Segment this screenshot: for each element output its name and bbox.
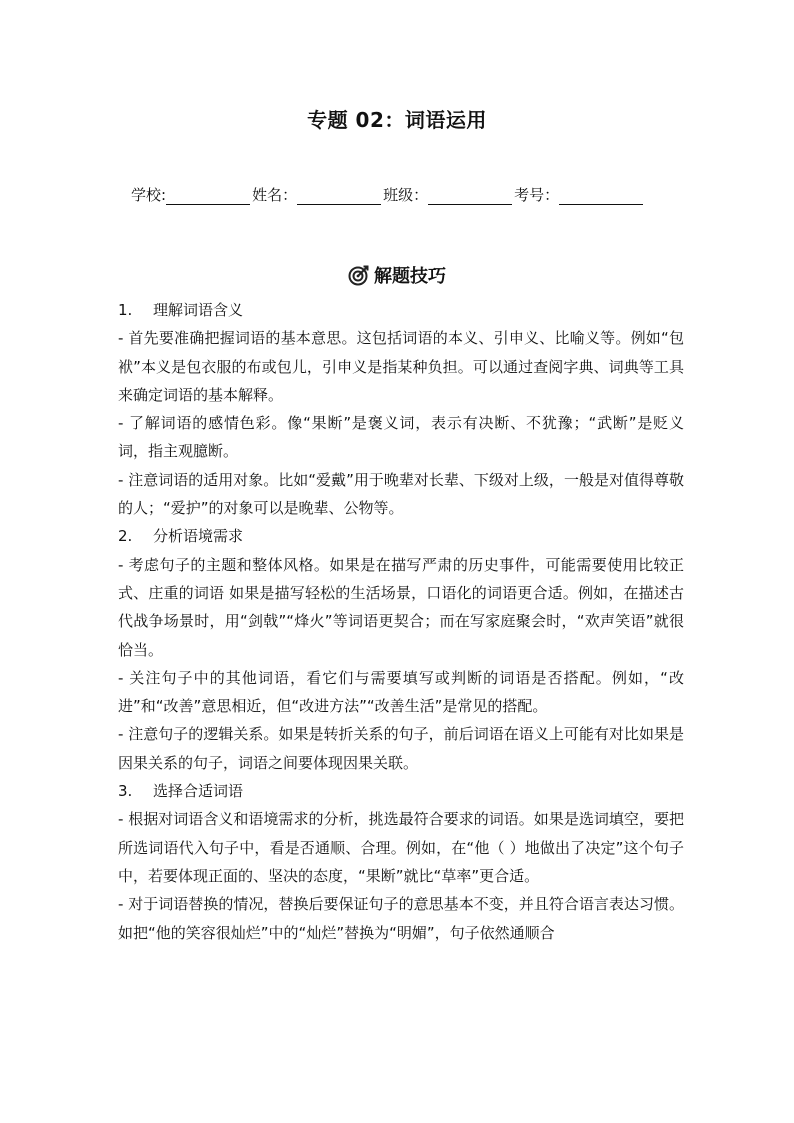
item-heading-1 bbox=[118, 296, 684, 324]
item-number: 3. bbox=[118, 782, 133, 801]
item-heading-text: 选择合适词语 bbox=[153, 782, 244, 801]
paragraph: - 了解词语的感情色彩。像“果断”是褒义词，表示有决断、不犹豫；“武断”是贬义词，指主观臆断。 bbox=[118, 414, 684, 461]
item-heading-3 bbox=[118, 777, 684, 805]
item-heading-2 bbox=[118, 522, 684, 550]
item-number: 2. bbox=[118, 527, 133, 546]
exam-number-blank bbox=[559, 187, 643, 205]
paragraph: - 根据对词语含义和语境需求的分析，挑选最符合要求的词语。如果是选词填空，要把所选词语代入句子中，看是否通顺、合理。例如，在“他（ ）地做出了决定”这个句子中，若要体现正面的、坚决的态度，“果断”就比“草率”更合适。 bbox=[118, 810, 684, 885]
exam-number-label: 考号： bbox=[514, 186, 560, 204]
content-body bbox=[118, 296, 684, 947]
school-label: 学校: bbox=[131, 186, 167, 204]
paragraph: - 对于词语替换的情况，替换后要保证句子的意思基本不变，并且符合语言表达习惯。如把“他的笑容很灿烂”中的“灿烂”替换为“明媚”，句子依然通顺合 bbox=[118, 895, 684, 942]
name-blank bbox=[297, 187, 381, 205]
paragraph: - 关注句子中的其他词语，看它们与需要填写或判断的词语是否搭配。例如，“改进”和“改善”意思相近，但“改进方法”“改善生活”是常见的搭配。 bbox=[118, 668, 684, 716]
class-blank bbox=[428, 187, 512, 205]
class-label: 班级： bbox=[383, 186, 429, 204]
paragraph: - 注意句子的逻辑关系。如果是转折关系的句子，前后词语在语义上可能有对比如果是因果关系的句子，词语之间要体现因果关联。 bbox=[118, 725, 684, 772]
target-icon bbox=[348, 264, 370, 286]
name-label: 姓名： bbox=[252, 186, 298, 204]
paragraph: - 首先要准确把握词语的基本意思。这包括词语的本义、引申义、比喻义等。例如“包袱”本义是包衣服的布或包儿，引申义是指某种负担。可以通过查阅字典、词典等工具来确定词语的基本解释。 bbox=[118, 329, 684, 404]
school-blank bbox=[166, 187, 250, 205]
item-heading-text: 分析语境需求 bbox=[153, 527, 244, 546]
page-title: 专题 02：词语运用 bbox=[307, 108, 487, 132]
student-info-line bbox=[131, 184, 645, 205]
paragraph: - 考虑句子的主题和整体风格。如果是在描写严肃的历史事件，可能需要使用比较正式、庄重的词语 如果是描写轻松的生活场景，口语化的词语更合适。例如，在描述古代战争场景时，用“剑戟”“烽火”等词语更契合；而在写家庭聚会时，“欢声笑语”就很恰当。 bbox=[118, 555, 684, 659]
paragraph: - 注意词语的适用对象。比如“爱戴”用于晚辈对长辈、下级对上级，一般是对值得尊敬的人；“爱护”的对象可以是晚辈、公物等。 bbox=[118, 470, 684, 518]
item-heading-text: 理解词语含义 bbox=[153, 301, 244, 319]
section-heading bbox=[0, 262, 794, 288]
item-number: 1. bbox=[118, 301, 133, 319]
section-heading-text: 解题技巧 bbox=[374, 266, 446, 287]
